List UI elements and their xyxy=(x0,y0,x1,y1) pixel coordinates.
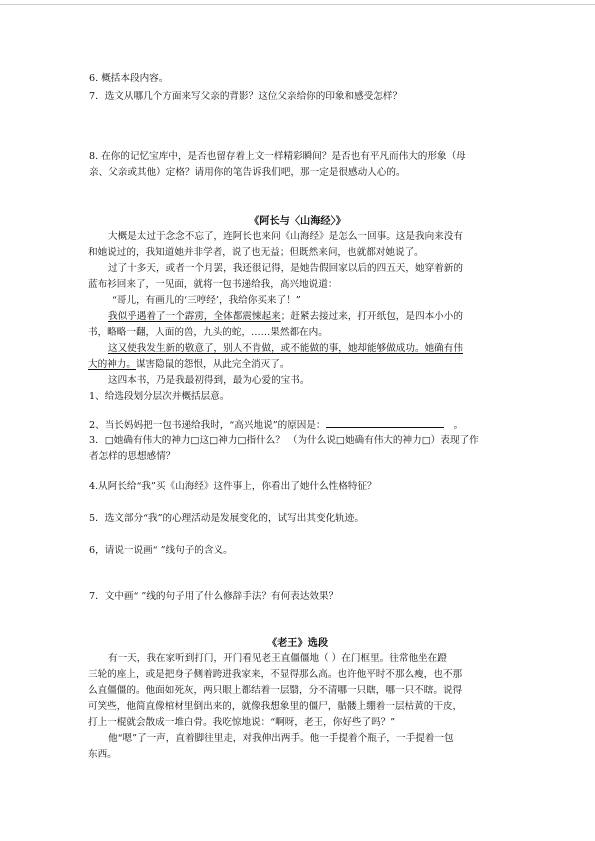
passage-2-line-7: 东西。 xyxy=(88,749,117,760)
passage-1-para-2-line-2: 蓝布衫回来了，一见面，就将一包书递给我，高兴地说道： xyxy=(88,279,338,290)
passage-1-question-5: 5．选文部分“我”的心理活动是发展变化的，试写出其变化轨迹。 xyxy=(89,513,364,524)
passage-1-para-2-line-1: 过了十多天，或者一个月罢，我还很记得，是她告假回家以后的四五天，她穿着新的 xyxy=(108,263,463,274)
answer-blank[interactable] xyxy=(326,418,444,428)
passage-2-line-2: 三轮的座上，或是把身子侧着跨进我家来，不显得那么高。也许他平时不那么瘦，也不那 xyxy=(88,669,463,680)
passage-1-question-7: 7．文中画“ ”线的句子用了什么修辞手法？有何表达效果？ xyxy=(89,591,339,602)
passage-1-para-4-line-2: 书，略略一翻，人面的兽，九头的蛇，……果然都在内。 xyxy=(88,327,328,338)
question-6: 6. 概括本段内容。 xyxy=(89,73,169,84)
passage-1-para-3: “哥儿，有画儿的‘三哼经’，我给你买来了！” xyxy=(112,295,301,306)
question-7: 7．选文从哪几个方面来写父亲的背影？这位父亲给你的印象和感受怎样？ xyxy=(89,91,403,102)
passage-2-line-3: 么直僵僵的。他面如死灰，两只眼上都结着一层翳，分不清哪一只瞎，哪一只不瞎。说得 xyxy=(88,685,463,696)
passage-1-question-1: 1、给选段划分层次并概括层意。 xyxy=(89,391,230,402)
passage-1-para-4-line-1 xyxy=(108,310,463,323)
passage-1-question-2 xyxy=(89,418,463,432)
underlined-sentence-1: 我似乎遇着了一个霹雳，全体都震悚起来 xyxy=(108,311,281,322)
question-2-end: 。 xyxy=(453,420,464,431)
passage-1-para-6: 这四本书，乃是我最初得到，最为心爱的宝书。 xyxy=(108,375,310,386)
passage-title-along: 《阿长与〈山海经〉》 xyxy=(249,215,346,227)
question-8-line-1: 8. 在你的记忆宝库中，是否也留存着上文一样精彩瞬间？是否也有平凡而伟大的形象（母 xyxy=(89,151,466,162)
question-2-text: 2、当长妈妈把一包书递给我时，“高兴地说”的原因是： xyxy=(89,420,326,431)
passage-1-question-4: 4.从阿长给“我”买《山海经》这件事上，你看出了她什么性格特征？ xyxy=(89,481,377,492)
passage-2-line-4: 可笑些，他简直像棺材里倒出来的，就像我想象里的僵尸，骷髅上绷着一层枯黄的干皮， xyxy=(88,701,463,712)
passage-1-para-1-line-2: 和她说过的，我知道她并非学者，说了也无益；但既然来问，也就都对她说了。 xyxy=(88,247,424,258)
passage-2-line-6: 他“嗯”了一声，直着脚往里走，对我伸出两手。他一手提着个瓶子，一手提着一包 xyxy=(108,733,454,744)
top-border-line xyxy=(0,4,595,5)
passage-1-question-6: 6，请说一说画“ ”线句子的含义。 xyxy=(89,545,233,556)
passage-1-question-3-line-2: 者怎样的思想感情？ xyxy=(89,451,176,462)
passage-1-para-5-line-2 xyxy=(88,358,289,371)
passage-1-question-3-line-1: 3．□她确有伟大的神力□这□神力□指什么？ （为什么说□她确有伟大的神力□）表现了作 xyxy=(89,435,479,446)
para-4-line-1-rest: ；赶紧去接过来，打开纸包，是四本小小的 xyxy=(280,311,463,322)
question-8-line-2: 亲、父亲或其他）定格？请用你的笔告诉我们吧，那一定是很感动人心的。 xyxy=(89,167,406,178)
passage-2-line-5: 打上一棍就会散成一堆白骨。我吃惊地说：“啊呀，老王，你好些了吗？” xyxy=(88,717,396,728)
para-5-line-2-rest: 谋害隐鼠的怨恨，从此完全消灭了。 xyxy=(135,359,290,370)
passage-1-para-1-line-1: 大概是太过于念念不忘了，连阿长也来问《山海经》是怎么一回事。这是我向来没有 xyxy=(108,231,463,242)
passage-2-line-1: 有一天，我在家听到打门，开门看见老王直僵僵地（ ）在门框里。往常他坐在蹬 xyxy=(108,653,447,664)
passage-title-laowang: 《老王》选段 xyxy=(266,637,329,649)
underlined-sentence-2-end: 大的神力。 xyxy=(88,359,136,370)
underlined-sentence-2-line-1: 这又使我发生新的敬意了，别人不肯做，或不能做的事，她却能够做成功。她确有伟 xyxy=(108,343,463,354)
